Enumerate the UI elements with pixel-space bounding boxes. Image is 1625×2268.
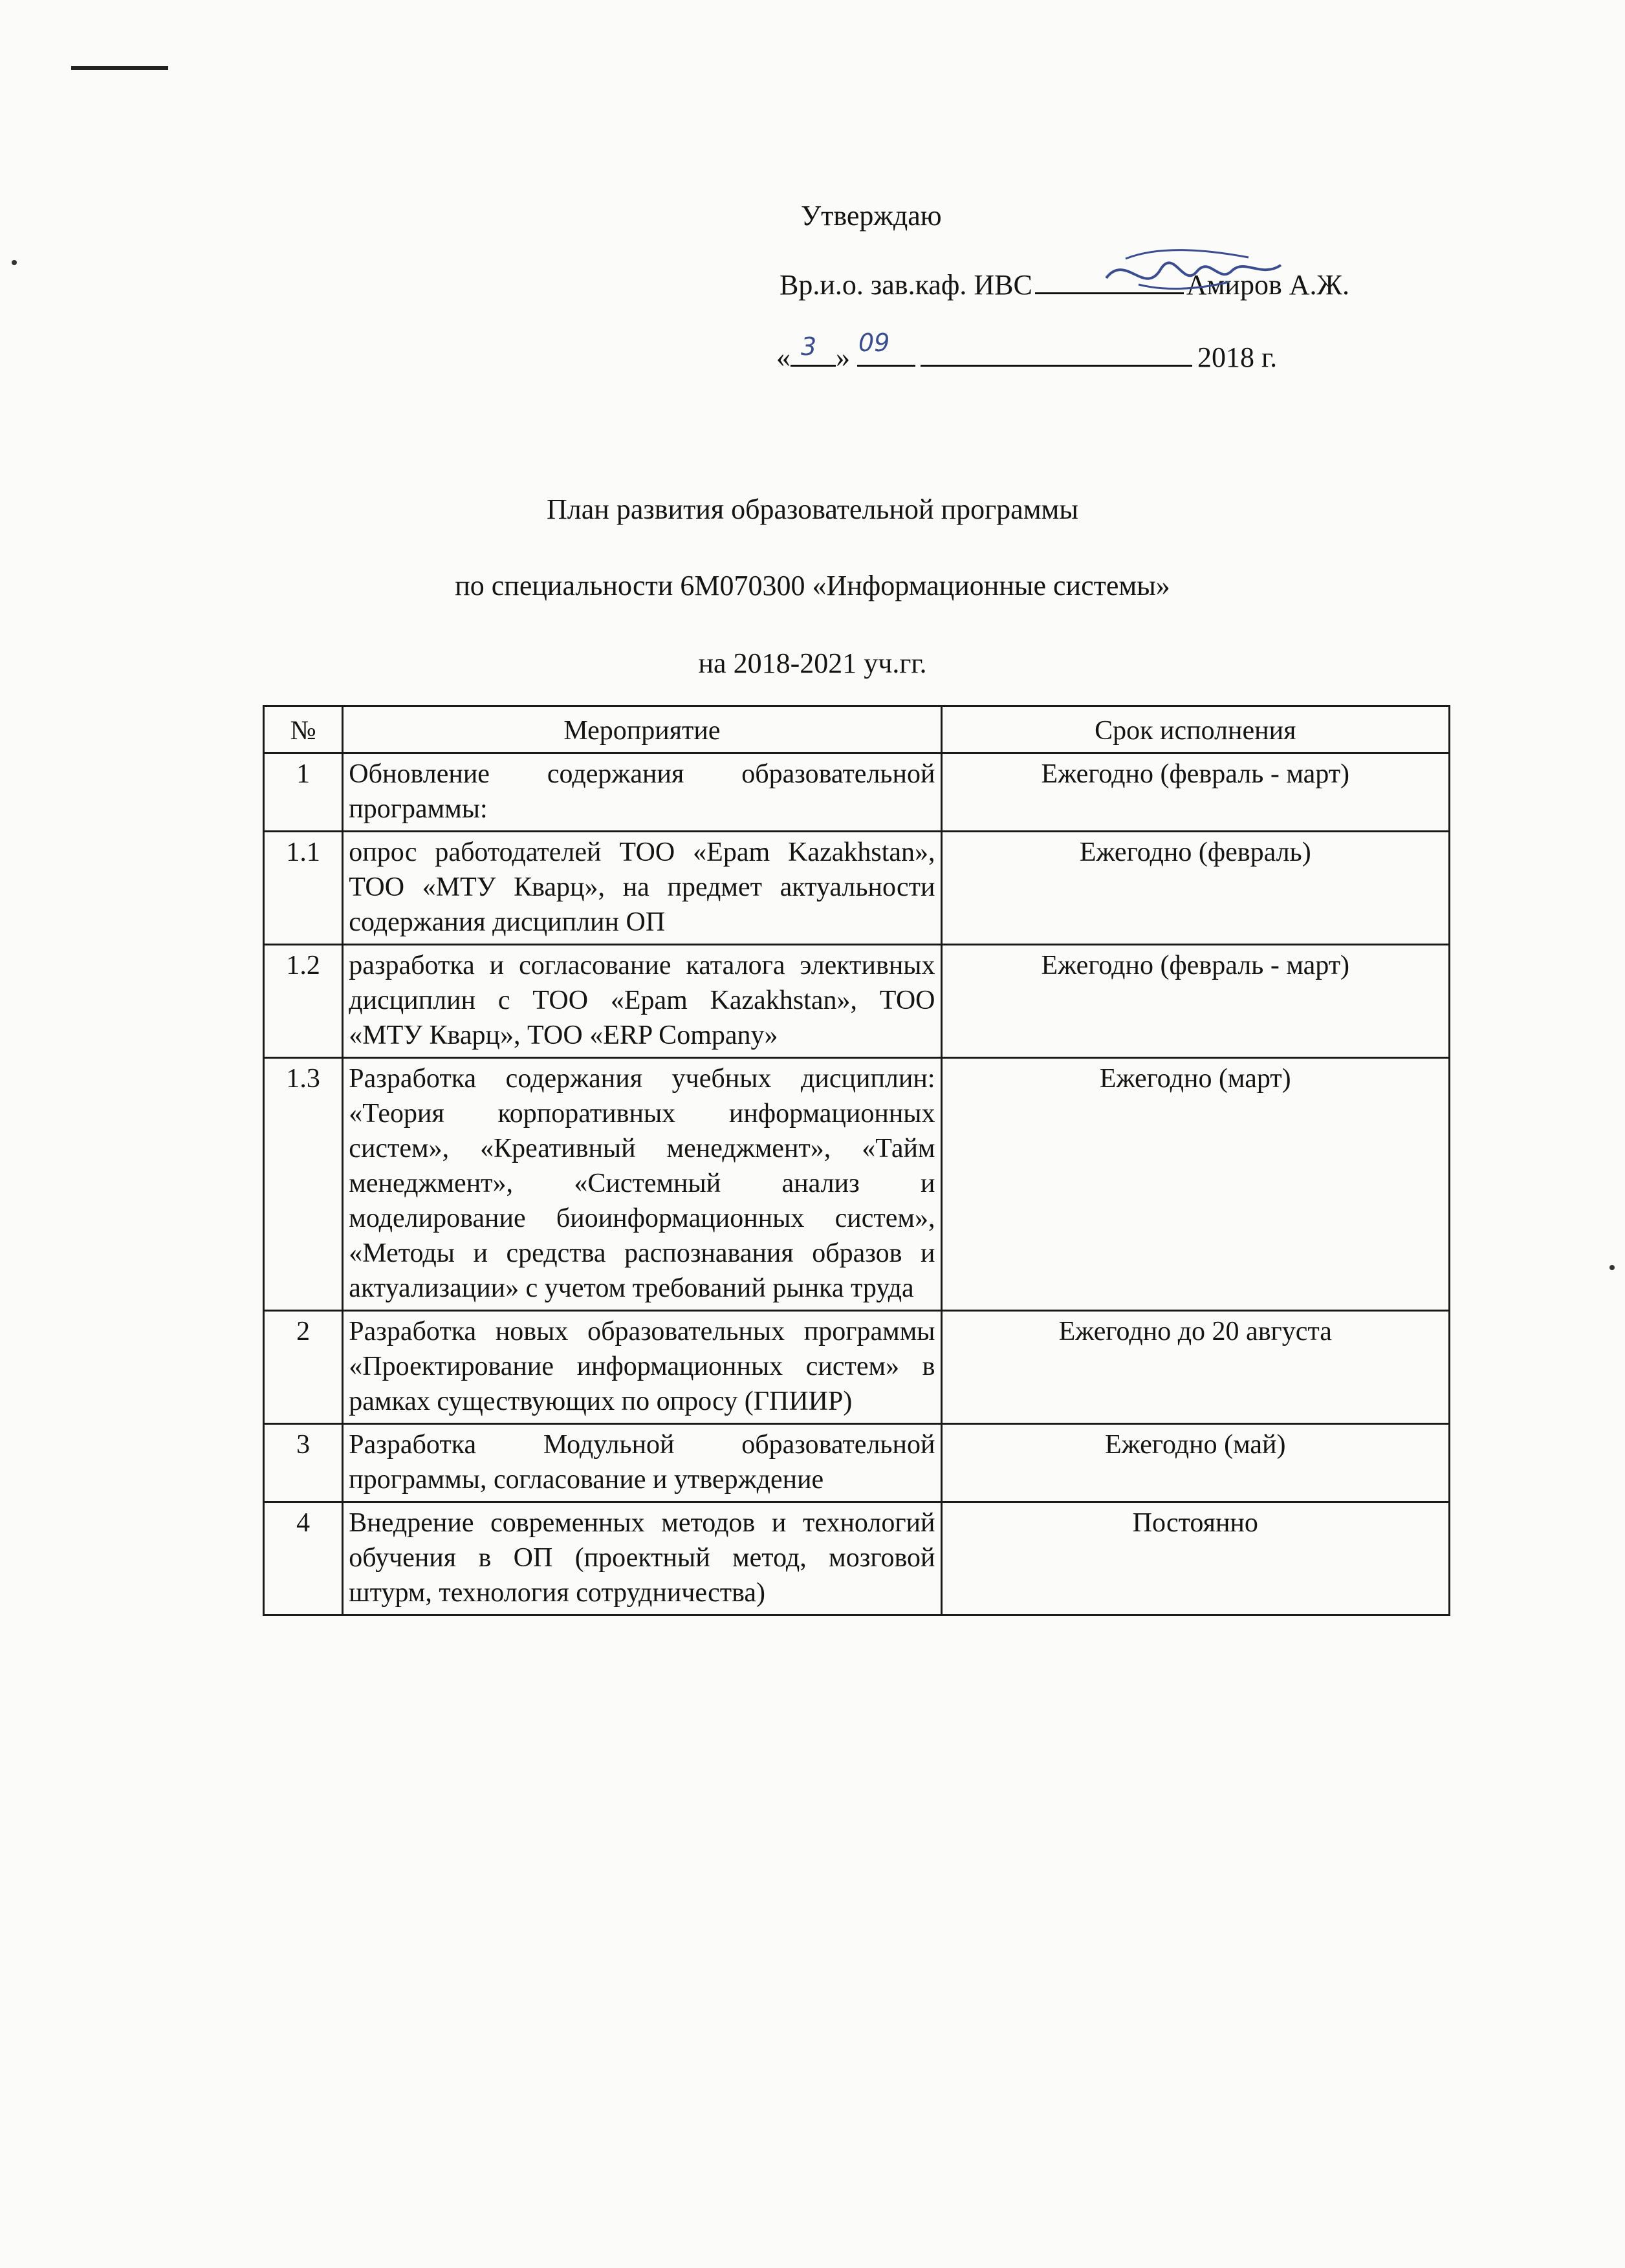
row-event: Разработка Модульной образовательной программы, согласование и утверждение xyxy=(343,1424,941,1502)
approval-date-line xyxy=(776,329,1278,374)
header-deadline: Срок исполнения xyxy=(941,706,1449,753)
table-row xyxy=(264,832,1450,945)
corner-mark xyxy=(71,66,168,70)
plan-years: на 2018-2021 уч.гг. xyxy=(698,647,927,679)
row-deadline: Ежегодно (февраль - март) xyxy=(941,945,1449,1058)
row-number: 1.3 xyxy=(264,1058,343,1311)
row-number: 1.2 xyxy=(264,945,343,1058)
row-number: 1.1 xyxy=(264,832,343,945)
row-number: 3 xyxy=(264,1424,343,1502)
header-event: Мероприятие xyxy=(343,706,941,753)
handwritten-day: 3 xyxy=(801,332,817,361)
plan-specialty: по специальности 6М070300 «Информационные системы» xyxy=(455,570,1170,601)
signature-scribble xyxy=(1100,239,1287,310)
date-blank xyxy=(921,339,1192,367)
row-event: Обновление содержания образовательной программы: xyxy=(343,753,941,832)
row-deadline: Ежегодно (март) xyxy=(941,1058,1449,1311)
row-event: Разработка содержания учебных дисциплин: «Теория корпоративных информационных систем», «Креативный менеджмент», «Тайм менеджмент», «Системный анализ и моделирование биоинформационных систем», «Методы и средства распознавания образов и актуализации» с учетом требований рынка труда xyxy=(343,1058,941,1311)
approval-title: Утверждаю xyxy=(801,200,942,232)
day-blank xyxy=(791,332,836,367)
scan-speck xyxy=(1609,1265,1615,1270)
approval-role: Вр.и.о. зав.каф. ИВС xyxy=(780,269,1032,301)
row-event: Разработка новых образовательных программы «Проектирование информационных систем» в рамках существующих по опросу (ГПИИР) xyxy=(343,1311,941,1424)
scan-speck xyxy=(12,260,17,265)
quote-open: « xyxy=(776,341,791,373)
table-header-row xyxy=(264,706,1450,753)
table-row xyxy=(264,1424,1450,1502)
row-number: 2 xyxy=(264,1311,343,1424)
row-number: 4 xyxy=(264,1502,343,1615)
handwritten-month: 09 xyxy=(858,329,890,357)
table-row xyxy=(264,945,1450,1058)
row-deadline: Ежегодно (февраль - март) xyxy=(941,753,1449,832)
header-number: № xyxy=(264,706,343,753)
row-event: разработка и согласование каталога элективных дисциплин с ТОО «Epam Kazakhstan», ТОО «МТУ Кварц», ТОО «ERP Company» xyxy=(343,945,941,1058)
table-row xyxy=(264,753,1450,832)
row-number: 1 xyxy=(264,753,343,832)
row-deadline: Ежегодно (февраль) xyxy=(941,832,1449,945)
row-deadline: Постоянно xyxy=(941,1502,1449,1615)
approval-year: 2018 г. xyxy=(1197,341,1278,373)
approval-name: Амиров А.Ж. xyxy=(1186,269,1349,301)
plan-table xyxy=(263,705,1450,1616)
month-blank xyxy=(857,329,915,367)
row-event: Внедрение современных методов и технологий обучения в ОП (проектный метод, мозговой штурм, технология сотрудничества) xyxy=(343,1502,941,1615)
row-event: опрос работодателей ТОО «Epam Kazakhstan», ТОО «МТУ Кварц», на предмет актуальности содержания дисциплин ОП xyxy=(343,832,941,945)
row-deadline: Ежегодно (май) xyxy=(941,1424,1449,1502)
table-row xyxy=(264,1502,1450,1615)
table-row xyxy=(264,1311,1450,1424)
row-deadline: Ежегодно до 20 августа xyxy=(941,1311,1449,1424)
table-row xyxy=(264,1058,1450,1311)
quote-close: » xyxy=(836,341,850,373)
plan-title: План развития образовательной программы xyxy=(547,493,1078,525)
